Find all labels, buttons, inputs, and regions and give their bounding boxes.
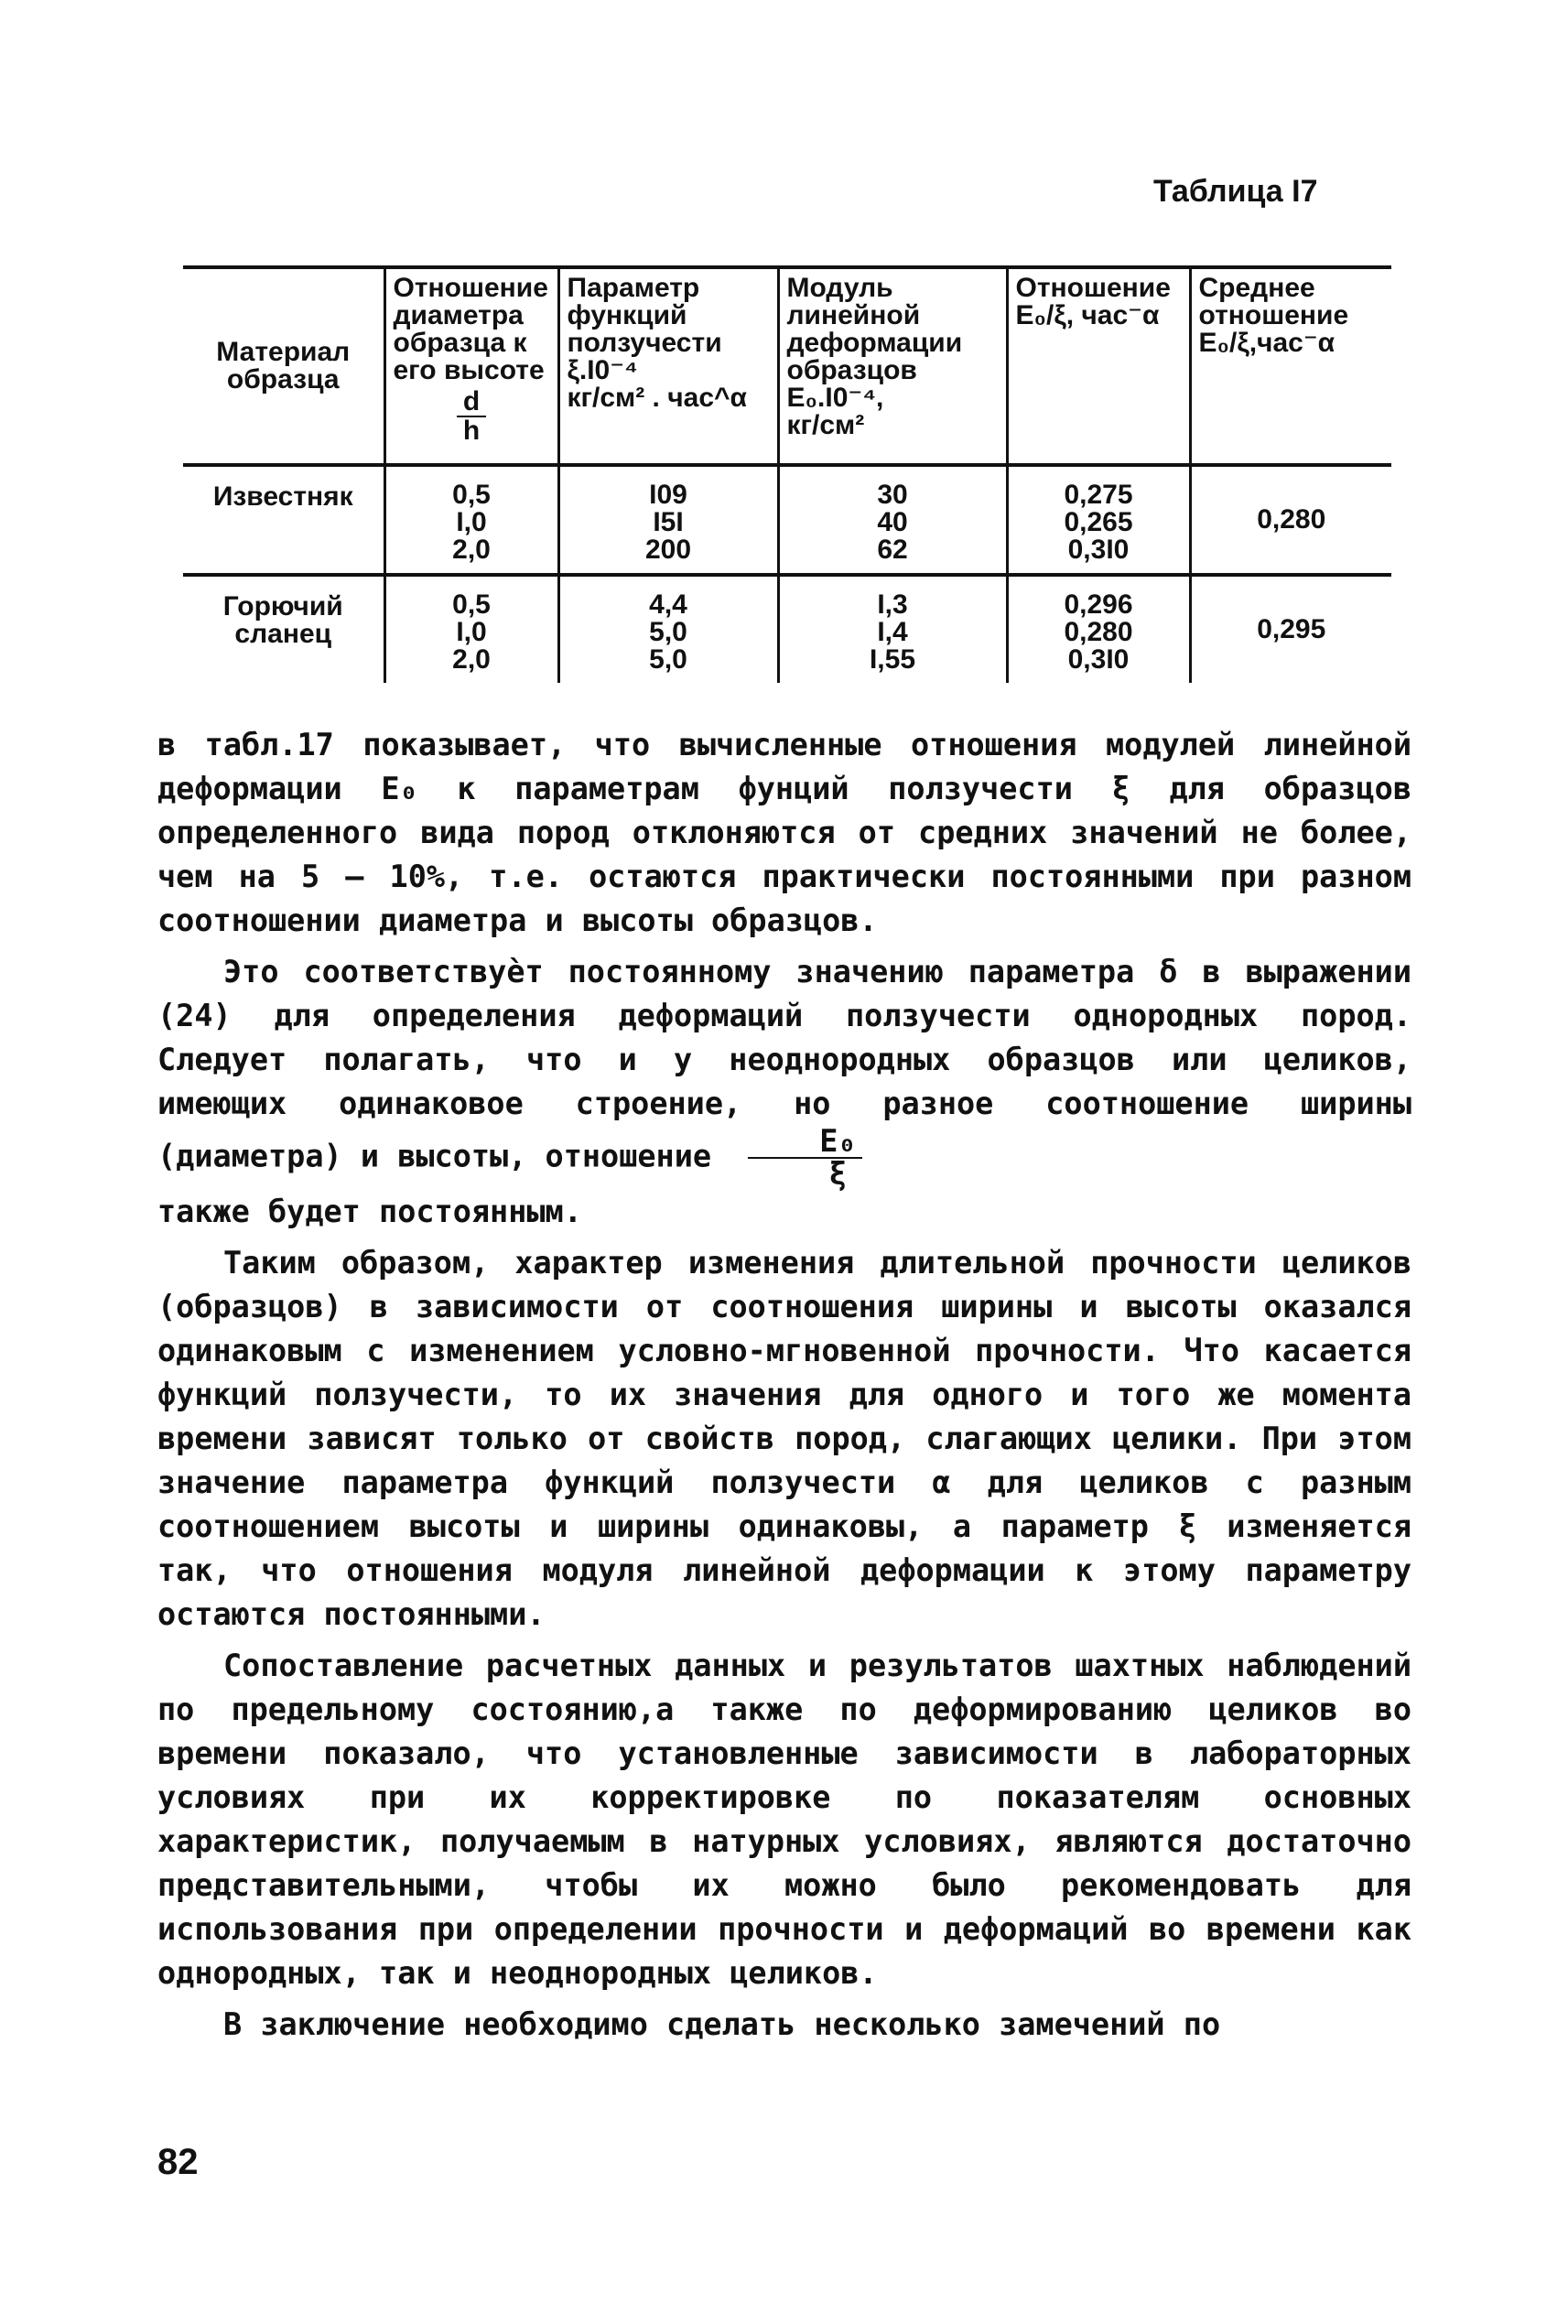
table-header-row: [183, 267, 1391, 465]
body-text: [157, 723, 1411, 2054]
header-creep-units: кг/см² . час^α: [567, 383, 747, 413]
header-ratio-e-formula: E₀/ξ, час⁻α: [1015, 300, 1160, 330]
cell-ratio: 0,296 0,280 0,3I0: [1007, 575, 1190, 683]
paragraph-2: Это соответствуèт постоянному значению параметра δ в выражении (24) для определения деформаций ползучести однородных пород. Следует полагать, что и у неоднородных образцов или целиков, имеющих одинаковое строение, но разное соотношение ширины (диаметра) и высоты, отношение $\frac{\text{E₀}}{\xi}$ также будет постоянным.: [157, 954, 1411, 1229]
header-creep-param: Параметр функций ползучести ξ.I0⁻⁴ кг/см² . час^α: [558, 267, 778, 465]
cell-creep: I09 I5I 200: [558, 465, 778, 575]
cell-avg: 0,295: [1190, 575, 1391, 683]
header-avg-ratio-formula: E₀/ξ,час⁻α: [1198, 328, 1336, 358]
cell-creep: 4,4 5,0 5,0: [558, 575, 778, 683]
header-material: Материал образца: [216, 337, 351, 395]
header-ratio: Отношение диаметра образца к его высоте d h: [384, 267, 558, 465]
data-table: [183, 265, 1391, 683]
paragraph-5: В заключение необходимо сделать несколько замечений по: [223, 2006, 1221, 2042]
header-creep-formula: ξ.I0⁻⁴: [567, 355, 638, 385]
header-modulus-formula: E₀.I0⁻⁴,: [786, 383, 884, 413]
table-row: [183, 465, 1391, 575]
cell-modulus: 30 40 62: [778, 465, 1007, 575]
header-avg-ratio: Среднее отношение E₀/ξ,час⁻α: [1190, 267, 1391, 465]
cell-avg: 0,280: [1190, 465, 1391, 575]
cell-modulus: I,3 I,4 I,55: [778, 575, 1007, 683]
paragraph-3: Таким образом, характер изменения длительной прочности целиков (образцов) в зависимости от соотношения ширины и высоты оказался одинаковым с изменением условно-мгновенной прочности. Что касается функций ползучести, то их значения для одного и того же момента времени зависят только от свойств пород, слагающих целики. При этом значение параметра функций ползучести α для целиков с разным соотношением высоты и ширины одинаковы, а параметр ξ изменяется так, что отношения модуля линейной деформации к этому параметру остаются постоянными.: [157, 1245, 1411, 1632]
table-row: [183, 575, 1391, 683]
cell-d-h: 0,5 I,0 2,0: [384, 575, 558, 683]
header-ratio-denominator: h: [457, 416, 486, 445]
inline-fraction: $\frac{\text{E₀}}{\xi}$: [748, 1126, 861, 1190]
cell-d-h: 0,5 I,0 2,0: [384, 465, 558, 575]
paragraph-4: Сопоставление расчетных данных и результатов шахтных наблюдений по предельному состоянию,а также по деформированию целиков во времени показало, что установленные зависимости в лабораторных условиях при их корректировке по показателям основных характеристик, получаемым в натурных условиях, являются достаточно представительными, чтобы их можно было рекомендовать для использования при определении прочности и деформаций во времени как однородных, так и неоднородных целиков.: [157, 1648, 1411, 1991]
paragraph-1: в табл.17 показывает, что вычисленные отношения модулей линейной деформации E₀ к параметрам фунций ползучести ξ для образцов определенного вида пород отклоняются от средних значений не более, чем на 5 – 10%, т.е. остаются практически постоянными при разном соотношении диаметра и высоты образцов.: [157, 727, 1411, 938]
page-number: 82: [157, 2142, 199, 2182]
table-caption: Таблица I7: [1153, 174, 1318, 209]
cell-ratio: 0,275 0,265 0,3I0: [1007, 465, 1190, 575]
cell-material: Известняк: [212, 481, 353, 512]
header-ratio-numerator: d: [462, 386, 481, 416]
header-modulus: Модуль линейной деформации образцов E₀.I0⁻⁴, кг/см²: [778, 267, 1007, 465]
cell-material: Горючий сланец: [222, 591, 343, 649]
header-ratio-e: Отношение E₀/ξ, час⁻α: [1007, 267, 1190, 465]
header-modulus-units: кг/см²: [786, 410, 865, 440]
